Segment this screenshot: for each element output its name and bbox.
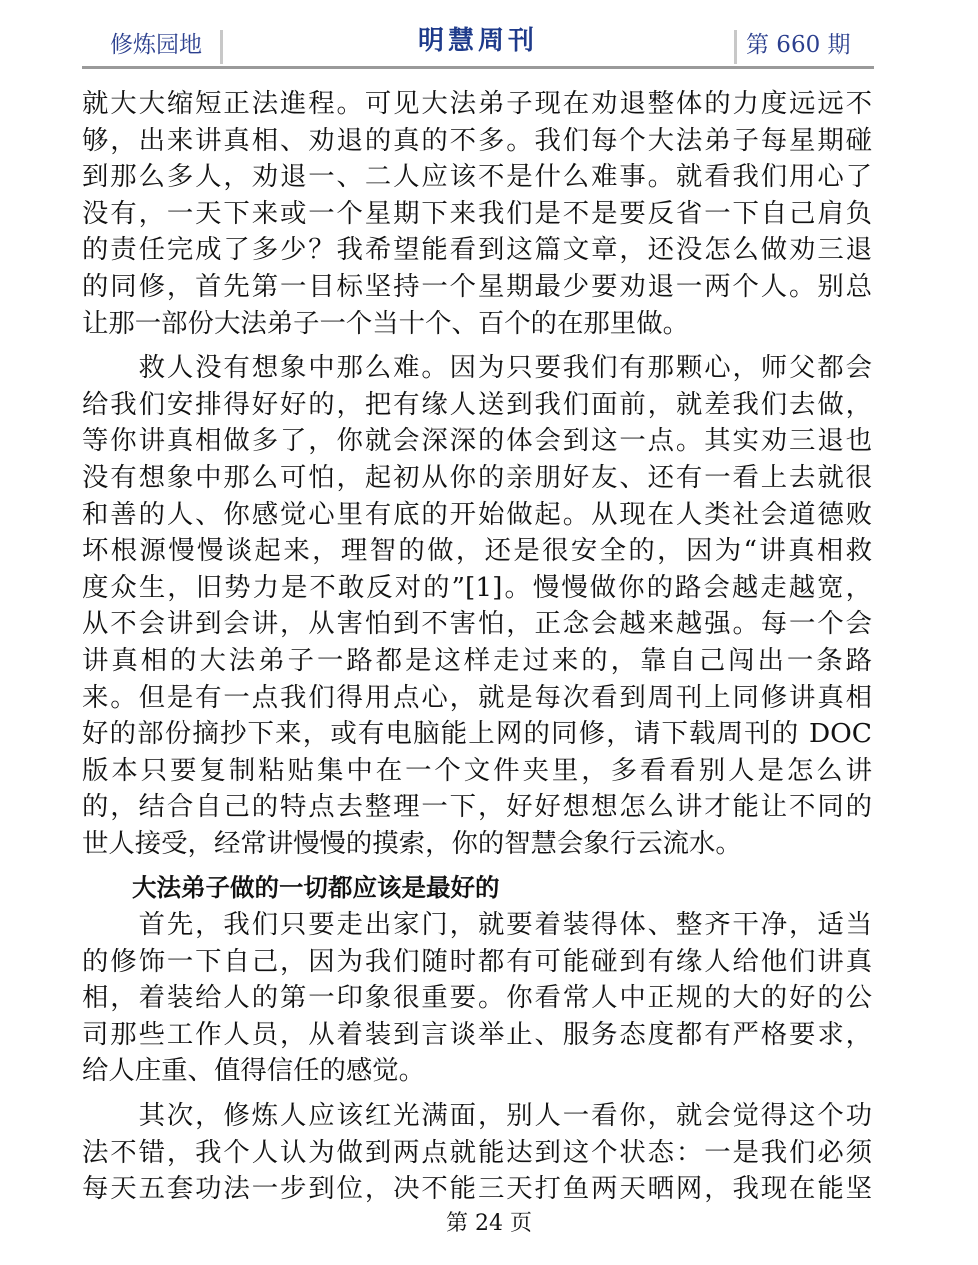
text-line: 给我们安排得好好的，把有缘人送到我们面前，就差我们去做， — [82, 388, 872, 420]
issue-number: 第 660 期 — [746, 32, 851, 58]
text-line: 法不错，我个人认为做到两点就能达到这个状态：一是我们必须 — [82, 1136, 872, 1168]
text-line: 司那些工作人员，从着装到言谈举止、服务态度都有严格要求， — [82, 1018, 872, 1050]
text-line: 救人没有想象中那么难。因为只要我们有那颗心，师父都会 — [82, 352, 872, 384]
text-line: 没有想象中那么可怕，起初从你的亲朋好友、还有一看上去就很 — [82, 461, 872, 493]
paragraph-1 — [82, 86, 872, 342]
text-line: 的责任完成了多少？我希望能看到这篇文章，还没怎么做劝三退 — [82, 234, 872, 266]
text-line: 相，着装给人的第一印象很重要。你看常人中正规的大的好的公 — [82, 982, 872, 1014]
section-heading: 大法弟子做的一切都应该是最好的 — [132, 873, 500, 903]
text-line: 的修饰一下自己，因为我们随时都有可能碰到有缘人给他们讲真 — [82, 945, 872, 977]
page-number: 第 24 页 — [446, 1211, 532, 1236]
text-line: 的同修，首先第一目标坚持一个星期最少要劝退一两个人。别总 — [82, 270, 872, 302]
page-footer — [0, 1209, 978, 1239]
paragraph-gap — [82, 342, 872, 350]
page-header — [82, 22, 874, 68]
text-line: 就大大缩短正法進程。可见大法弟子现在劝退整体的力度远远不 — [82, 88, 872, 119]
section-title: 修炼园地 — [110, 32, 202, 58]
text-line: 讲真相的大法弟子一路都是这样走过来的，靠自己闯出一条路 — [82, 644, 872, 676]
text-line: 没有，一天下来或一个星期下来我们是不是要反省一下自己肩负 — [82, 197, 872, 229]
paragraph-3 — [82, 907, 872, 1090]
text-line: 来。但是有一点我们得用点心，就是每次看到周刊上同修讲真相 — [82, 681, 872, 713]
text-line: 好的部份摘抄下来，或有电脑能上网的同修，请下载周刊的 DOC — [82, 718, 872, 750]
text-line: 够，出来讲真相、劝退的真的不多。我们每个大法弟子每星期碰 — [82, 124, 872, 156]
header-rule — [82, 66, 874, 69]
text-line: 其次，修炼人应该红光满面，别人一看你，就会觉得这个功 — [82, 1100, 872, 1132]
publication-title: 明慧周刊 — [417, 26, 538, 56]
paragraph-4 — [82, 1098, 872, 1208]
article-body — [82, 86, 872, 1208]
text-line: 让那一部份大法弟子一个当十个、百个的在那里做。 — [82, 307, 689, 339]
text-line: 世人接受，经常讲慢慢的摸索，你的智慧会象行云流水。 — [82, 827, 742, 859]
text-line: 坏根源慢慢谈起来，理智的做，还是很安全的，因为“讲真相救 — [82, 535, 872, 567]
text-line: 版本只要复制粘贴集中在一个文件夹里，多看看别人是怎么讲 — [82, 754, 872, 786]
paragraph-gap — [82, 862, 872, 870]
paragraph-gap — [82, 1090, 872, 1098]
text-line: 从不会讲到会讲，从害怕到不害怕，正念会越来越强。每一个会 — [82, 608, 872, 640]
paragraph-2 — [82, 350, 872, 862]
text-line: 和善的人、你感觉心里有底的开始做起。从现在人类社会道德败 — [82, 498, 872, 530]
text-line: 的，结合自己的特点去整理一下，好好想想怎么讲才能让不同的 — [82, 791, 872, 823]
text-line: 给人庄重、值得信任的感觉。 — [82, 1055, 426, 1087]
text-line: 等你讲真相做多了，你就会深深的体会到这一点。其实劝三退也 — [82, 425, 872, 457]
text-line: 到那么多人，劝退一、二人应该不是什么难事。就看我们用心了 — [82, 161, 872, 193]
text-line: 首先，我们只要走出家门，就要着装得体、整齐干净，适当 — [82, 909, 872, 941]
text-line: 每天五套功法一步到位，决不能三天打鱼两天晒网，我现在能坚 — [82, 1173, 872, 1205]
text-line: 度众生，旧势力是不敢反对的”[1]。慢慢做你的路会越走越宽， — [82, 571, 872, 603]
header-divider-right — [734, 30, 737, 64]
